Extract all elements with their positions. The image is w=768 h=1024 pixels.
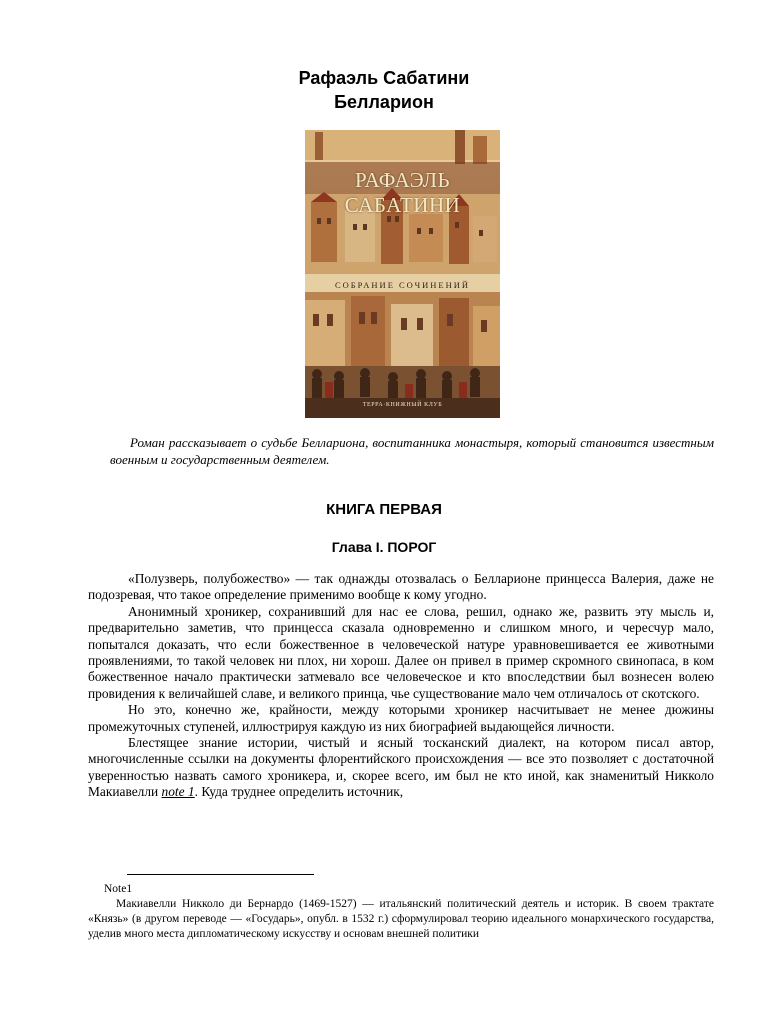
author-name: Рафаэль Сабатини bbox=[298, 68, 470, 88]
title-block bbox=[0, 66, 768, 114]
cover-subtitle-text: СОБРАНИЕ СОЧИНЕНИЙ bbox=[334, 280, 471, 290]
footnote-link[interactable]: note 1 bbox=[161, 784, 195, 800]
book-title: Белларион bbox=[334, 92, 434, 112]
paragraph: «Полузверь, полубожество» — так однажды отозвалась о Белларионе принцесса Валерия, даже не подозревая, что такое определение применимо вообще к кому угодно. bbox=[88, 571, 714, 603]
cover-publisher-text: ТЕРРА·КНИЖНЫЙ КЛУБ bbox=[362, 402, 443, 408]
book-annotation: Роман рассказывает о судьбе Беллариона, воспитанника монастыря, который становится известным военным и государственным деятелем. bbox=[110, 435, 714, 467]
footnote-divider bbox=[127, 874, 314, 875]
cover-title-text: РАФАЭЛЬ САБАТИНИ bbox=[344, 168, 461, 217]
book-heading: КНИГА ПЕРВАЯ bbox=[326, 501, 442, 518]
paragraph: Анонимный хроникер, сохранивший для нас ее слова, решил, однако же, развить эту мысль и, предварительно заметив, что принцесса сказала одновременно и слишком много, и чересчур мало, попытался доказать, что если божественное в человеческой натуре уравновешивается ее животными проявлениями, то такой человек ни плох, ни хорош. Далее он привел в пример скромного свинопаса, в ком божественное начало практически затмевало все человеческое и кто впоследствии был вознесен волею провидения к величайшей славе, и великого принца, чье существование мало чем отличалось от скотского. bbox=[88, 603, 714, 701]
paragraph-text: . Куда труднее определить источник, bbox=[194, 784, 404, 800]
cover-image bbox=[305, 130, 500, 418]
paragraph bbox=[88, 735, 714, 801]
paragraph-text: Блестящее знание истории, чистый и ясный тосканский диалект, на котором писал автор, многочисленные ссылки на документы флорентийского происхождения — все это позволяет с достаточной уверенностью назвать самого хроникера, и, скорее всего, им был не кто иной, как знаменитый Никколо Макиавелли bbox=[88, 735, 714, 800]
footnote-label: Note1 bbox=[104, 883, 133, 895]
chapter-body bbox=[88, 571, 714, 801]
footnote-text: Макиавелли Никколо ди Бернардо (1469-1527) — итальянский политический деятель и историк. В своем трактате «Князь» (в другом переводе — «Государь», опубл. в 1532 г.) сформулировал теорию идеального монархического государства, уделив много места дипломатическому искусству и основам внешней политики bbox=[88, 898, 714, 940]
paragraph: Но это, конечно же, крайности, между которыми хроникер насчитывает не менее дюжины промежуточных ступеней, иллюстрируя каждую из них биографией выдающейся личности. bbox=[88, 702, 714, 734]
chapter-heading: Глава I. ПОРОГ bbox=[331, 539, 437, 555]
